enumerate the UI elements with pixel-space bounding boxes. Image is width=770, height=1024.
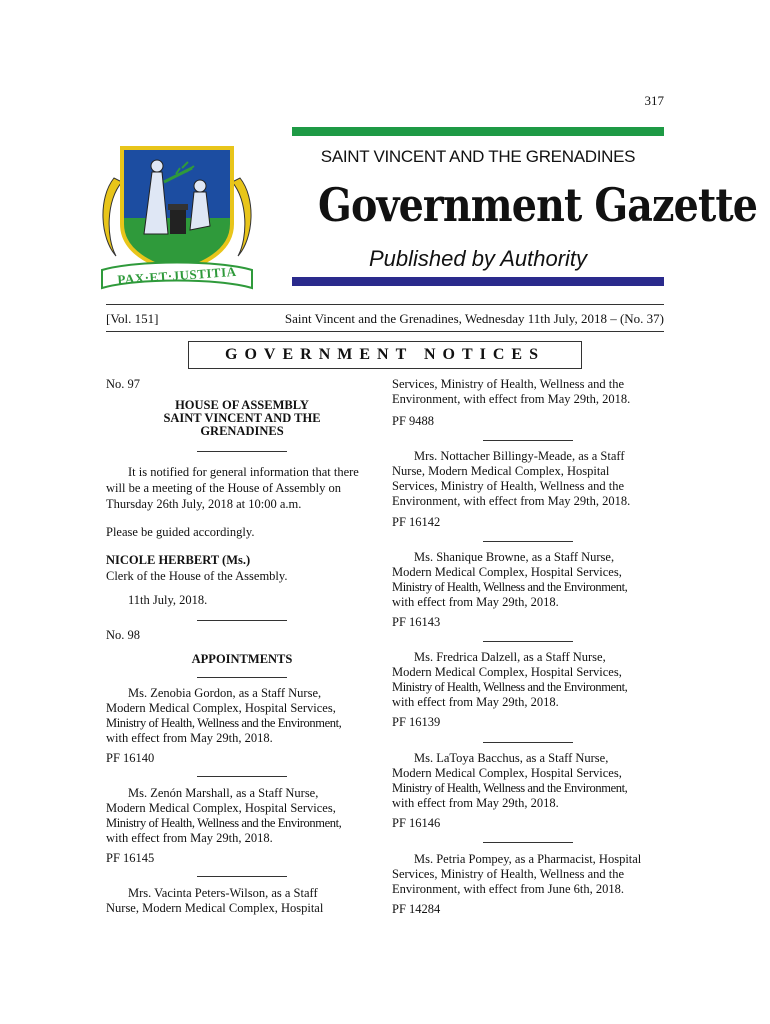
signature-date: 11th July, 2018. [128,593,208,607]
page-number: 317 [644,93,664,108]
notice-text-line: Please be guided accordingly. [106,525,255,539]
separator [483,440,573,441]
appointment-text-line: Nurse, Modern Medical Complex, Hospital [106,901,324,915]
appointment-text-line: Ministry of Health, Wellness and the Environment, [392,680,628,694]
appointment-text-line: Mrs. Vacinta Peters-Wilson, as a Staff [128,886,318,900]
appointment-text-line: Ministry of Health, Wellness and the Environment, [392,580,628,594]
volume-label: [Vol. 151] [106,311,159,326]
separator [483,641,573,642]
issue-dateline: Saint Vincent and the Grenadines, Wednesday 11th July, 2018 – (No. 37) [284,311,664,326]
masthead-bottom-rule [106,331,664,332]
appointment-text-line: Environment, with effect from June 6th, 2018. [392,882,625,896]
pf-number: PF 16143 [392,615,441,629]
pf-number: PF 16142 [392,515,441,529]
pf-number: PF 9488 [392,414,435,428]
separator [197,876,287,877]
pf-number: PF 16146 [392,816,441,830]
appointment-text-line: Services, Ministry of Health, Wellness and the [392,867,625,881]
separator [483,842,573,843]
appointment-text-line: Ms. LaToya Bacchus, as a Staff Nurse, [414,751,609,765]
separator [197,677,287,678]
appointment-text-line: Ms. Zenón Marshall, as a Staff Nurse, [128,786,319,800]
blue-rule [292,277,664,286]
appointment-text-line: Mrs. Nottacher Billingy-Meade, as a Staff [414,449,625,463]
appointment-text-line: Ministry of Health, Wellness and the Environment, [392,781,628,795]
appointment-text-line: Ministry of Health, Wellness and the Environment, [106,716,342,730]
appointment-text-line: Modern Medical Complex, Hospital Services, [106,801,336,815]
section-title: GOVERNMENT NOTICES [188,341,582,369]
appointment-text-line: Ms. Petria Pompey, as a Pharmacist, Hospital [414,852,642,866]
appointments-heading: APPOINTMENTS [191,652,293,666]
appointment-text-line: with effect from May 29th, 2018. [392,595,559,609]
appointment-text-line: Modern Medical Complex, Hospital Services, [106,701,336,715]
notice-number: No. 98 [106,628,141,642]
appointment-text-line: Ms. Zenobia Gordon, as a Staff Nurse, [128,686,322,700]
appointment-text-line: with effect from May 29th, 2018. [392,796,559,810]
gazette-title: Government Gazette [318,178,758,232]
separator [483,541,573,542]
notice-text-line: will be a meeting of the House of Assembly on [106,481,342,495]
pf-number: PF 16140 [106,751,155,765]
appointment-text-line: Environment, with effect from May 29th, 2018. [392,494,631,508]
notice-text-line: It is notified for general information that there [128,465,359,479]
appointment-text-line: Modern Medical Complex, Hospital Services, [392,565,622,579]
appointment-text-line: Nurse, Modern Medical Complex, Hospital [392,464,610,478]
appointment-text-line: Services, Ministry of Health, Wellness and the [392,377,625,391]
notice-number: No. 97 [106,377,141,391]
separator [197,776,287,777]
notice-heading-line: GRENADINES [200,424,284,438]
signatory-title: Clerk of the House of the Assembly. [106,569,288,583]
appointment-text-line: Ministry of Health, Wellness and the Environment, [106,816,342,830]
appointment-text-line: with effect from May 29th, 2018. [106,831,273,845]
pf-number: PF 14284 [392,902,441,916]
signatory-name: NICOLE HERBERT (Ms.) [106,553,251,567]
notice-heading-line: SAINT VINCENT AND THE [163,411,321,425]
appointment-text-line: Modern Medical Complex, Hospital Services, [392,665,622,679]
appointment-text-line: Ms. Fredrica Dalzell, as a Staff Nurse, [414,650,606,664]
appointment-text-line: Environment, with effect from May 29th, 2018. [392,392,631,406]
pf-number: PF 16145 [106,851,155,865]
notice-text-line: Thursday 26th July, 2018 at 10:00 a.m. [106,497,302,511]
appointment-text-line: Services, Ministry of Health, Wellness and the [392,479,625,493]
appointment-text-line: with effect from May 29th, 2018. [392,695,559,709]
pf-number: PF 16139 [392,715,441,729]
crest-motto: PAX·ET·JUSTITIA [116,263,237,288]
appointment-text-line: with effect from May 29th, 2018. [106,731,273,745]
separator [483,742,573,743]
published-by-authority: Published by Authority [368,246,588,271]
masthead-top-rule [106,304,664,305]
separator [197,451,287,452]
appointment-text-line: Modern Medical Complex, Hospital Services, [392,766,622,780]
separator [197,620,287,621]
appointment-text-line: Ms. Shanique Browne, as a Staff Nurse, [414,550,615,564]
green-rule [292,127,664,136]
notice-heading-line: HOUSE OF ASSEMBLY [175,398,309,412]
country-heading: SAINT VINCENT AND THE GRENADINES [320,147,636,166]
